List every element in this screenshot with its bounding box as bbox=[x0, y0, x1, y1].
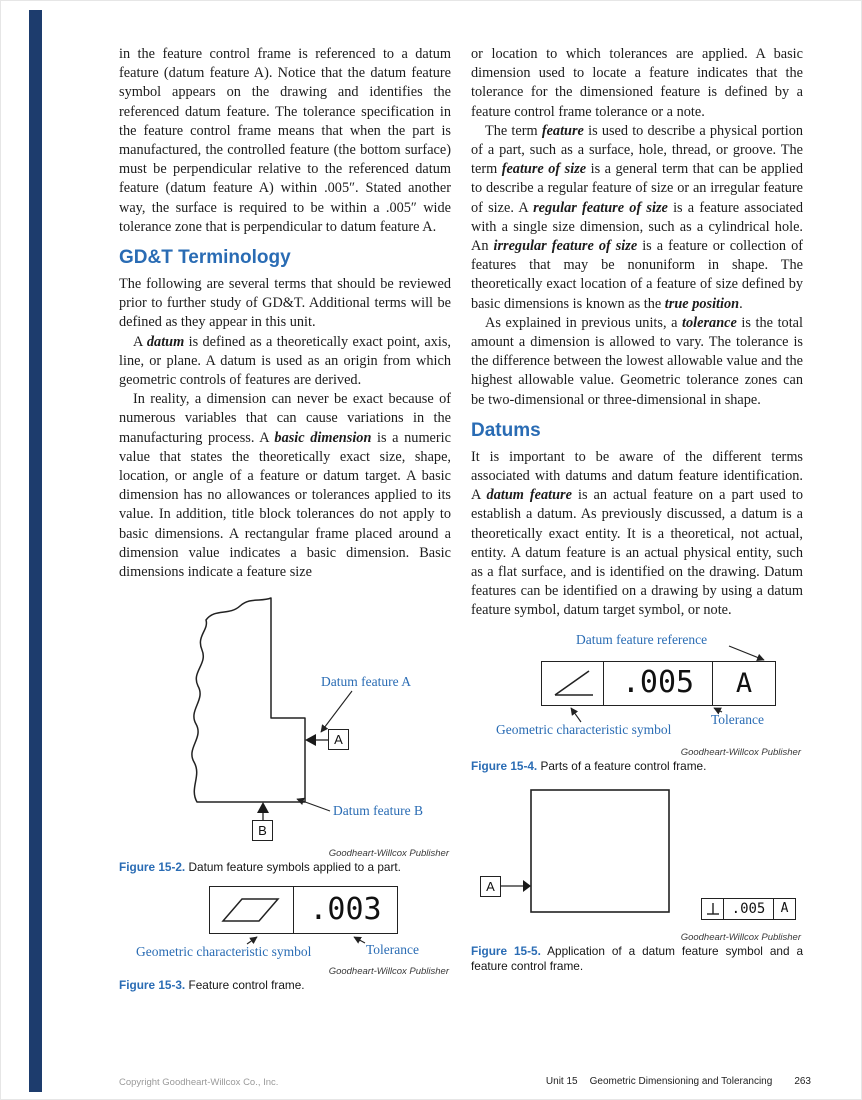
figure-15-5-drawing bbox=[471, 786, 803, 928]
footer-unit: Unit 15 bbox=[545, 1076, 578, 1087]
flatness-symbol-icon bbox=[212, 888, 292, 932]
callout-geometric-characteristic: Geometric characteristic symbol bbox=[136, 944, 312, 960]
figure-caption-text: Application of a datum feature symbol and a feature control frame. bbox=[471, 943, 804, 973]
figure-caption-tag: Figure 15-4. bbox=[471, 758, 538, 773]
feature-control-frame bbox=[209, 886, 398, 934]
figure-caption-text: Parts of a feature control frame. bbox=[537, 758, 707, 773]
figure-15-3 bbox=[119, 882, 451, 993]
datum-reference-cell bbox=[713, 662, 775, 705]
leader-arrow-datum-reference bbox=[729, 646, 764, 660]
paragraph: As explained in previous units, a tolerance is the total amount a dimension is allowed to vary. The tolerance is the difference between the lowest allowable value and the highest allowable value. Geometric tolerance zones can be two-dimensional or three-dimensional in shape. bbox=[471, 314, 803, 408]
figure-15-5-caption bbox=[471, 944, 803, 974]
figure-caption-text: Feature control frame. bbox=[185, 978, 305, 993]
leader-arrow-tolerance bbox=[354, 937, 365, 943]
part-outline bbox=[192, 598, 305, 802]
page-number: 263 bbox=[794, 1076, 811, 1087]
leader-arrow-symbol bbox=[247, 937, 257, 944]
feature-control-frame bbox=[541, 661, 776, 706]
figure-caption-tag: Figure 15-3. bbox=[119, 978, 186, 993]
page-edge-bar bbox=[29, 10, 42, 1092]
figure-attribution: Goodheart-Willcox Publisher bbox=[680, 746, 801, 758]
paragraph: In reality, a dimension can never be exact because of numerous variables that can cause variations in the manufacturing process. A basic dimension is a numeric value that states the theoretically exact size, shape, location, or angle of a feature or datum target. A basic dimension has no allowances or tolerances applied to its value. In addition, title block tolerances do not apply to basic dimensions. A rectangular frame placed around a dimension value indicates a basic dimension. Basic dimensions indicate a feature size bbox=[119, 391, 451, 581]
callout-tolerance: Tolerance bbox=[366, 942, 420, 958]
tolerance-value: .005 bbox=[731, 900, 766, 917]
footer-section-title: Geometric Dimensioning and Tolerancing bbox=[589, 1076, 773, 1087]
figure-15-2-caption bbox=[119, 860, 451, 875]
geometric-characteristic-cell bbox=[542, 662, 604, 705]
figure-15-2-drawing bbox=[119, 590, 451, 844]
figure-15-4-drawing bbox=[471, 631, 803, 743]
part-outline bbox=[531, 790, 669, 912]
datum-a-triangle-icon bbox=[305, 734, 316, 746]
callout-tolerance: Tolerance bbox=[711, 711, 765, 727]
callout-datum-feature-reference: Datum feature reference bbox=[576, 631, 708, 647]
paragraph: The term feature is used to describe a physical portion of a part, such as a surface, hole, thread, or groove. The term feature of size is a general term that can be applied to describe a regular feature of size or an irregular feature of size. A regular feature of size is a feature associated with a single size dimension, such as a cylindrical hole. An irregular feature of size is a feature or collection of features that may be nonuniform in shape. The theoretically exact location of a feature of size defined by basic dimensions is known as the true position. bbox=[471, 122, 804, 312]
callout-geometric-characteristic: Geometric characteristic symbol bbox=[496, 721, 672, 737]
callout-datum-feature-a: Datum feature A bbox=[321, 674, 411, 690]
figure-caption-tag: Figure 15-2. bbox=[119, 860, 186, 875]
figure-15-2 bbox=[119, 590, 451, 875]
paragraph: in the feature control frame is referenced to a datum feature (datum feature A). Notice that the datum feature symbol appears on the drawing and identifies the referenced datum feature. The tolerance specification in the feature control frame means that when the part is manufactured, the controlled feature (the bottom surface) must be perpendicular relative to the referenced datum feature (datum feature A) within .005″. Stated another way, the surface is required to be within a .005″ wide tolerance zone that is perpendicular to datum feature A. bbox=[119, 46, 451, 235]
figure-15-3-caption bbox=[119, 978, 451, 993]
datum-feature-symbol-b: B bbox=[252, 820, 273, 841]
leader-arrow-symbol bbox=[571, 708, 581, 722]
datum-reference-value: A bbox=[735, 667, 753, 699]
figure-15-4-caption bbox=[471, 759, 803, 774]
paragraph: The following are several terms that should be reviewed prior to further study of GD&T. Additional terms will be defined as they appear in this unit. bbox=[119, 276, 451, 331]
datum-feature-symbol-a: A bbox=[480, 876, 501, 897]
figure-caption-tag: Figure 15-5. bbox=[471, 943, 541, 958]
figure-attribution: Goodheart-Willcox Publisher bbox=[680, 931, 801, 943]
tolerance-cell bbox=[294, 887, 397, 933]
datum-reference-value: A bbox=[780, 901, 789, 917]
footer-running-head bbox=[546, 1076, 811, 1087]
paragraph: It is important to be aware of the different terms associated with datums and datum feature identification. A datum feature is an actual feature on a part used to establish a datum. As previously discussed, a datum is a theoretically exact entity. It is a theoretical, not actual, entity. A datum feature is an actual physical entity, such as a flat surface, and is identified on the drawing. Datum features can be identified on a drawing by using a datum feature symbol, datum target symbol, or note. bbox=[471, 448, 803, 619]
geometric-characteristic-cell bbox=[702, 899, 724, 919]
feature-control-frame bbox=[701, 898, 796, 920]
datum-a-triangle-icon bbox=[523, 880, 531, 892]
tolerance-cell bbox=[724, 899, 774, 919]
figure-15-4 bbox=[471, 631, 803, 774]
leader-arrow-datum-b bbox=[297, 799, 330, 811]
angularity-symbol-icon bbox=[544, 662, 602, 704]
footer-copyright: Copyright Goodheart-Willcox Co., Inc. bbox=[119, 1077, 279, 1088]
figure-15-5 bbox=[471, 786, 803, 974]
paragraph: A datum is defined as a theoretically exact point, axis, line, or plane. A datum is used as an origin from which geometric controls of features are derived. bbox=[119, 333, 451, 389]
tolerance-cell bbox=[604, 662, 713, 705]
perpendicularity-symbol-icon bbox=[704, 900, 722, 918]
section-heading-datums: Datums bbox=[471, 419, 541, 441]
figure-caption-text: Datum feature symbols applied to a part. bbox=[185, 860, 401, 875]
datum-reference-cell bbox=[774, 899, 795, 919]
figure-attribution: Goodheart-Willcox Publisher bbox=[328, 966, 449, 978]
datum-b-triangle-icon bbox=[257, 802, 269, 813]
figure-15-3-drawing bbox=[119, 882, 451, 962]
left-column bbox=[119, 45, 451, 993]
datum-feature-symbol-a: A bbox=[328, 729, 349, 750]
tolerance-value: .003 bbox=[309, 892, 382, 928]
right-column bbox=[471, 45, 803, 974]
section-heading-gdt-terminology: GD&T Terminology bbox=[119, 247, 291, 269]
paragraph: or location to which tolerances are applied. A basic dimension used to locate a feature indicates that the tolerance for the dimensioned feature is defined by a feature control frame tolerance or a note. bbox=[471, 46, 803, 120]
tolerance-value: .005 bbox=[621, 665, 695, 701]
geometric-characteristic-cell bbox=[210, 887, 294, 933]
figure-attribution: Goodheart-Willcox Publisher bbox=[328, 848, 449, 860]
callout-datum-feature-b: Datum feature B bbox=[333, 803, 423, 819]
leader-arrow-datum-a bbox=[321, 691, 352, 732]
